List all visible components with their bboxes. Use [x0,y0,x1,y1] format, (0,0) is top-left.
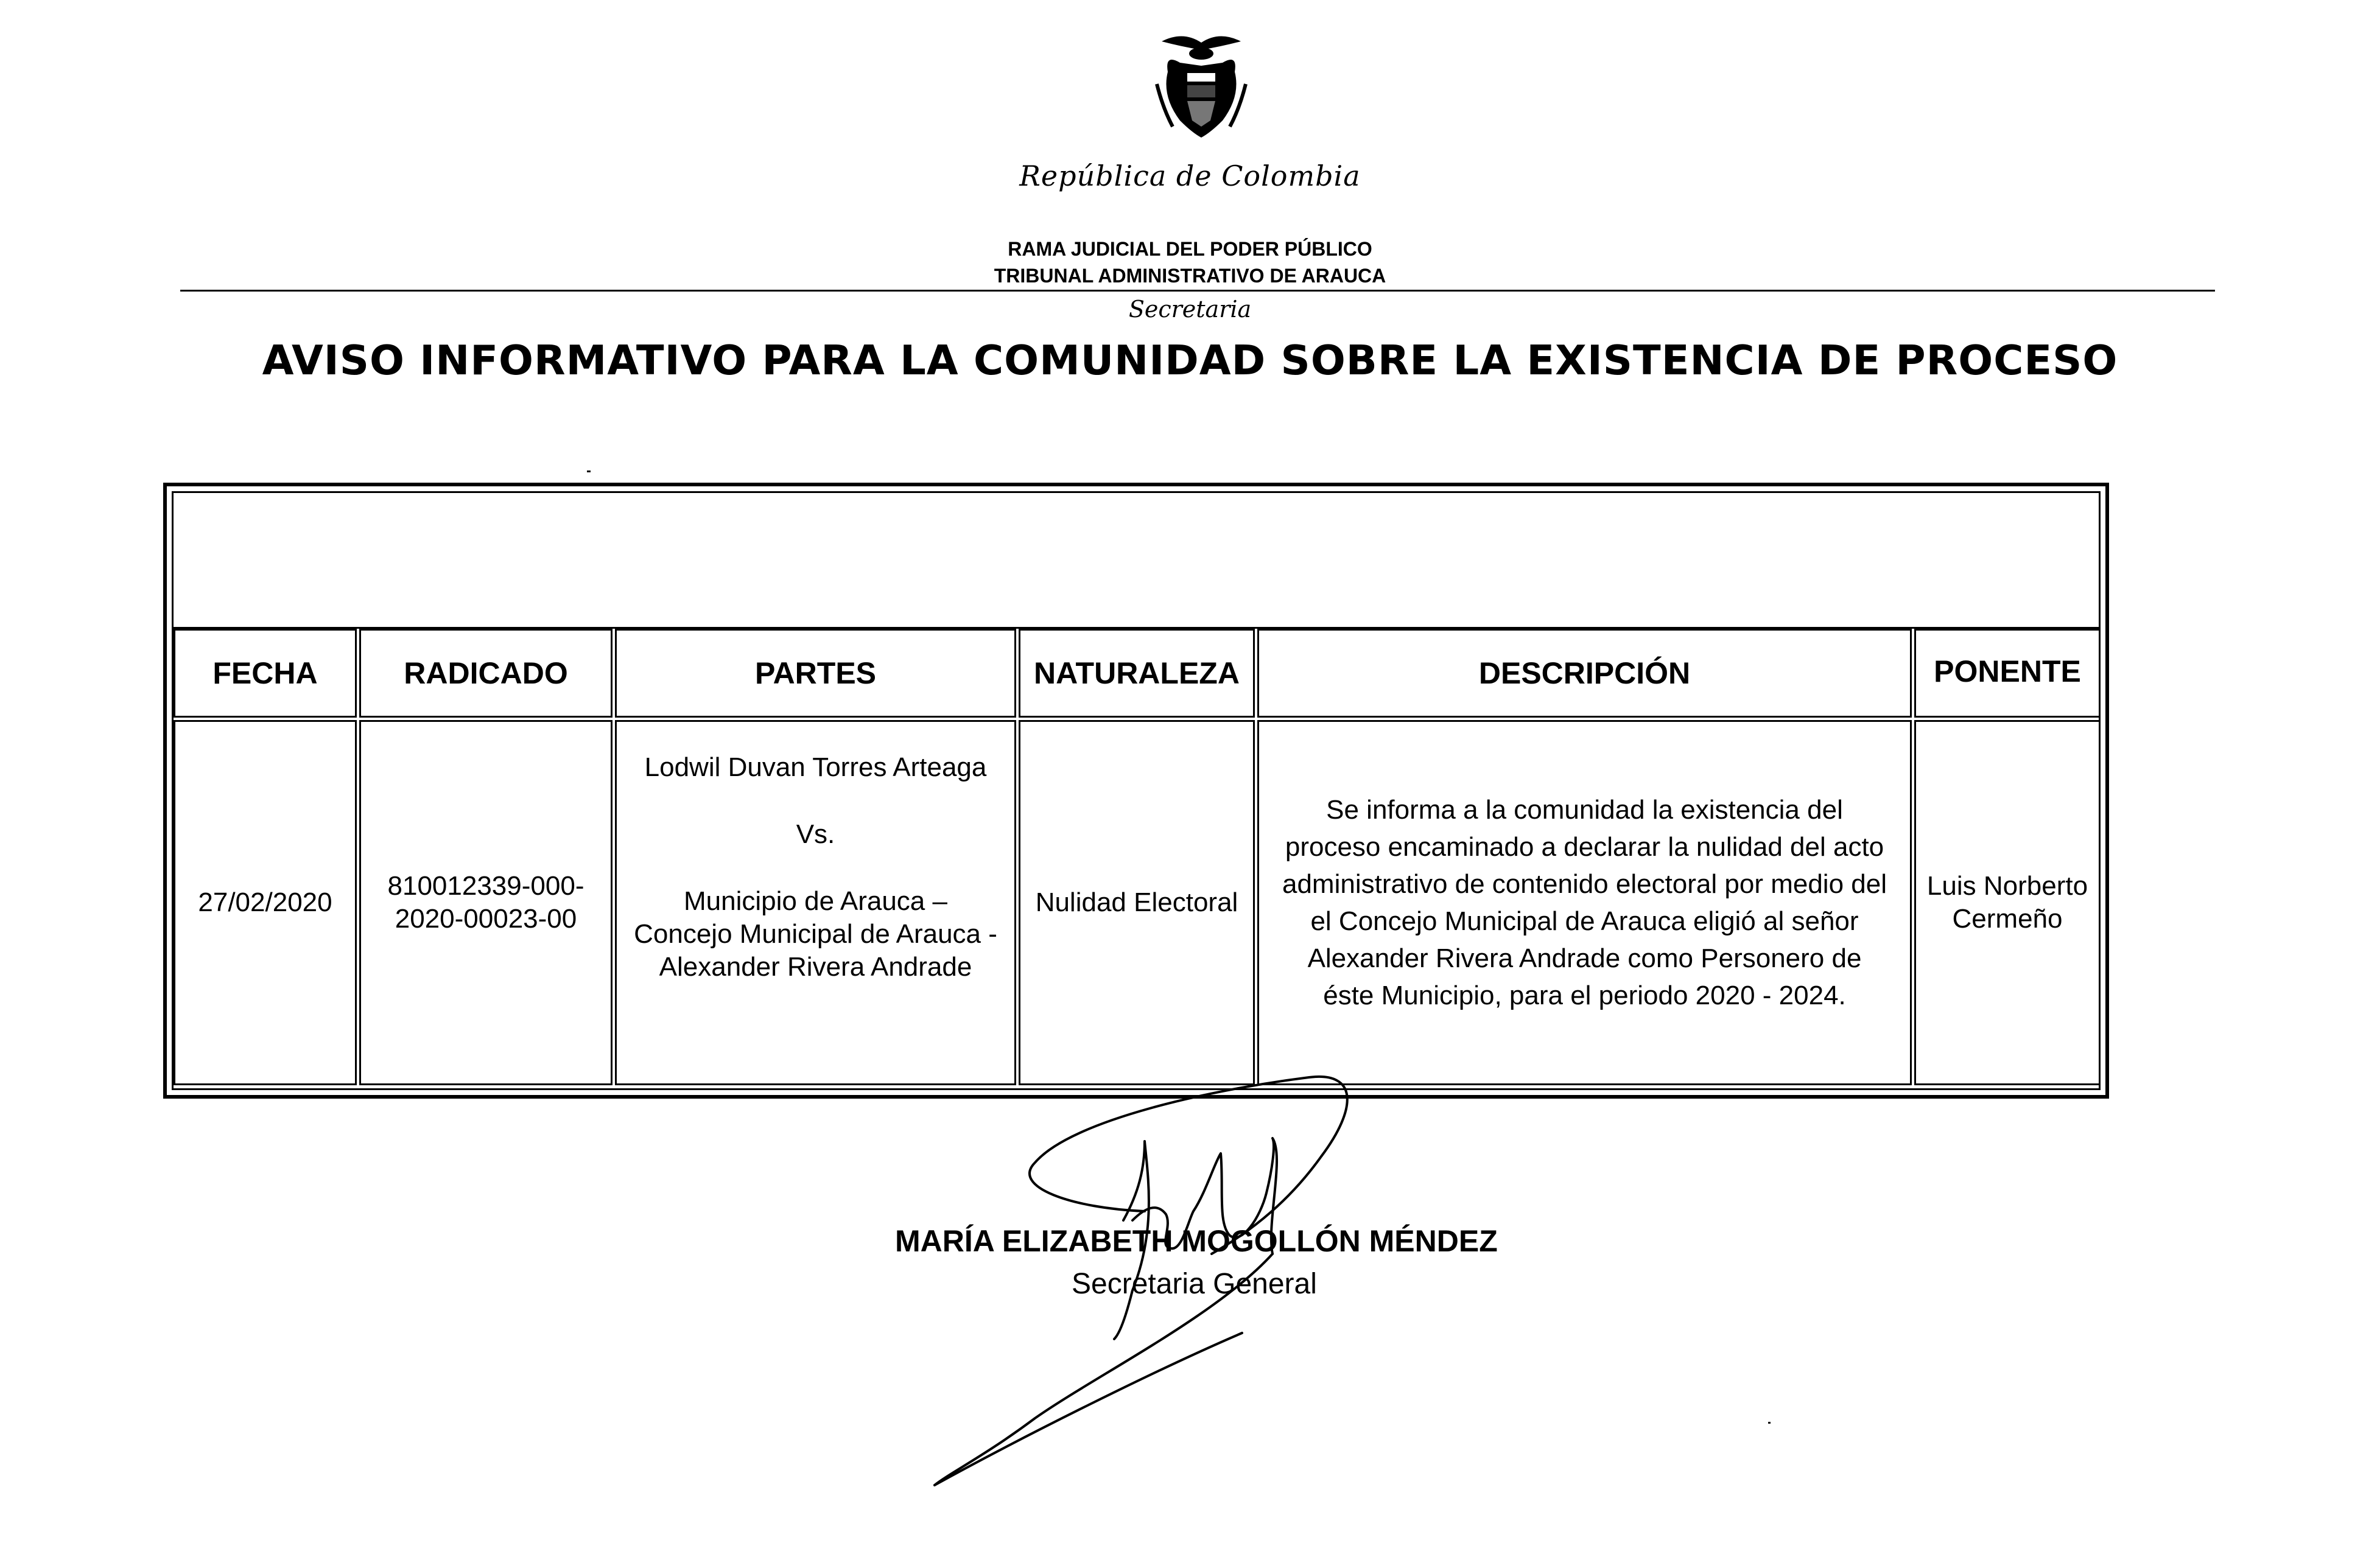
cell-naturaleza: Nulidad Electoral [1019,720,1255,1085]
document-title: AVISO INFORMATIVO PARA LA COMUNIDAD SOBRE LA EXISTENCIA DE PROCESO [262,337,2118,384]
process-table-inner [172,491,2101,1090]
coat-of-arms-icon [1150,29,1253,145]
cell-ponente [1914,720,2101,1085]
process-table [163,483,2109,1099]
header-descripcion: DESCRIPCIÓN [1257,629,1912,718]
scan-speck [587,470,591,472]
secretaria-heading: Secretaria [1128,296,1252,323]
partes-demandado: Municipio de Arauca – [684,886,947,916]
header-fecha: FECHA [174,629,357,718]
descripcion-line: éste Municipio, para el periodo 2020 - 2024. [1323,981,1846,1010]
partes-vs: Vs. [796,819,835,849]
cell-radicado [359,720,613,1085]
header-radicado: RADICADO [359,629,613,718]
cell-fecha: 27/02/2020 [174,720,357,1085]
header-ponente: PONENTE [1914,629,2101,718]
rama-judicial-heading: RAMA JUDICIAL DEL PODER PÚBLICO [1008,238,1372,260]
table-blank-row [174,493,2099,629]
descripcion-line: Alexander Rivera Andrade como Personero de [1307,943,1862,973]
ponente-line: Cermeño [1952,904,2063,934]
signatory-role: Secretaria General [1072,1268,1317,1300]
radicado-line: 810012339-000- [387,871,584,901]
descripcion-line: administrativo de contenido electoral por medio del [1282,869,1887,899]
descripcion-line: el Concejo Municipal de Arauca eligió al señor [1310,906,1859,936]
partes-demandante: Lodwil Duvan Torres Arteaga [644,752,987,782]
header-partes: PARTES [615,629,1016,718]
ponente-line: Luis Norberto [1926,871,2088,901]
partes-demandado: Alexander Rivera Andrade [659,952,972,982]
descripcion-line: Se informa a la comunidad la existencia del [1326,795,1843,825]
cell-partes [615,720,1016,1085]
signatory-name: MARÍA ELIZABETH MOGOLLÓN MÉNDEZ [895,1224,1498,1258]
scan-speck [1768,1422,1771,1424]
tribunal-heading: TRIBUNAL ADMINISTRATIVO DE ARAUCA [994,265,1386,287]
partes-demandado: Concejo Municipal de Arauca - [634,919,997,949]
cell-descripcion [1257,720,1912,1085]
header-naturaleza: NATURALEZA [1019,629,1255,718]
republica-heading: República de Colombia [1019,159,1361,192]
radicado-line: 2020-00023-00 [395,904,577,934]
descripcion-line: proceso encaminado a declarar la nulidad del acto [1285,832,1884,862]
header-divider [180,290,2215,292]
